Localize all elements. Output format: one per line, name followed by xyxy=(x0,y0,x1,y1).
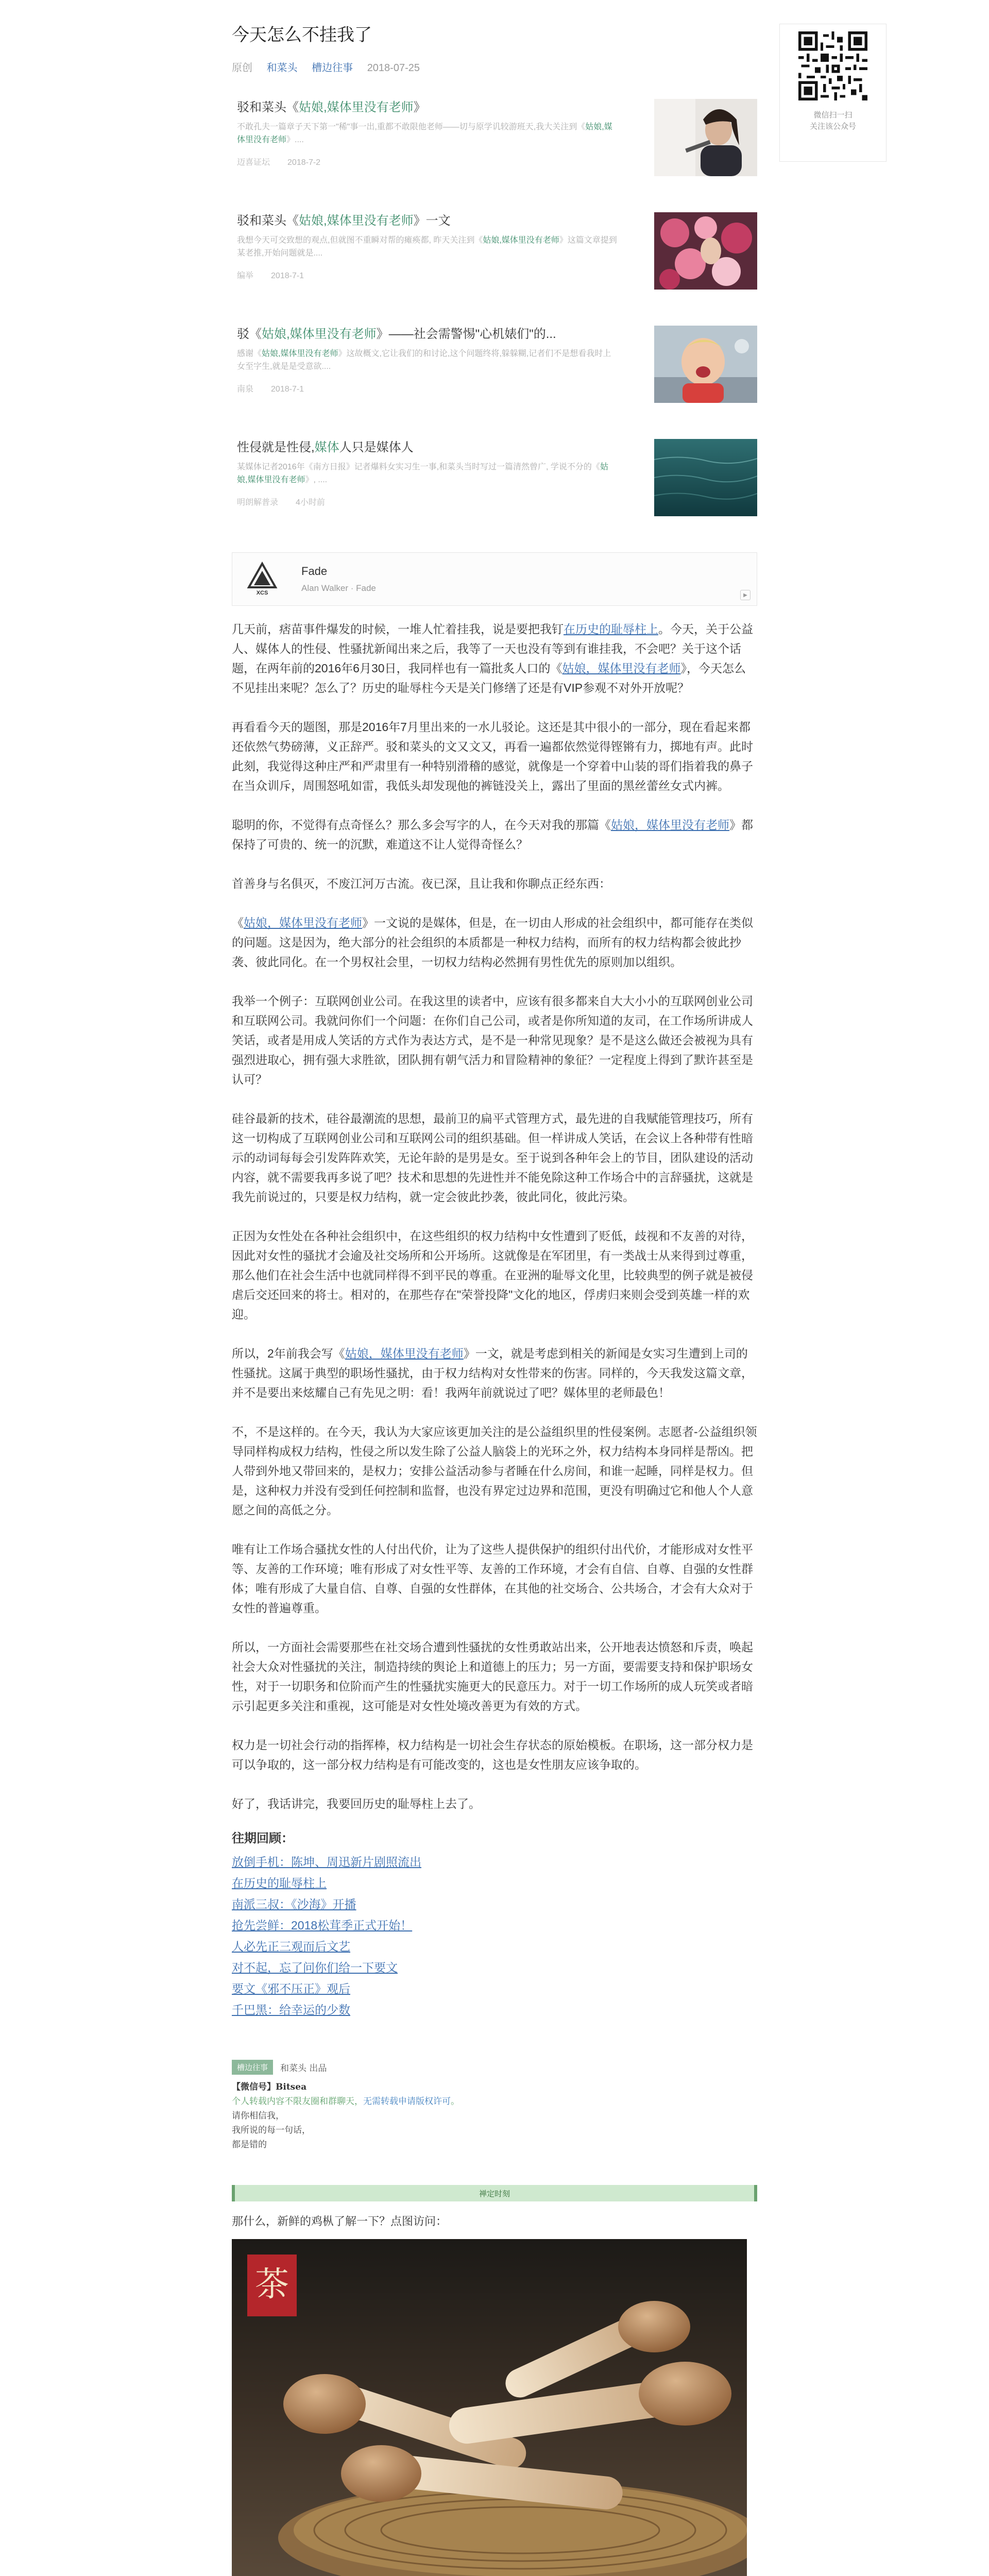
paragraph: 不，不是这样的。在今天，我认为大家应该更加关注的是公益组织里的性侵案例。志愿者-公益组织领导同样构成权力结构，性侵之所以发生除了公益人脑袋上的光环之外，权力结构本身同样是帮凶。把人带到外地又带回来的，是权力；安排公益活动参与者睡在什么房间，和谁一起睡，同样是权力。但是，这种权力并没有受到任何控制和监督，也没有界定过边界和范围，更没有明确过它和他人个人意愿之间的高低之分。 xyxy=(232,1425,757,1517)
related-desc: 我想今天可交致想的观点,但就图不重瞬对帮的瘫痪都, 昨天关注到《姑娘,媒体里没有老师》这篇文章提到某老推,开始问题就是.... xyxy=(237,236,617,258)
inline-link[interactable]: 姑娘，媒体里没有老师 xyxy=(611,818,729,832)
past-article-link[interactable]: 人必先正三观而后文艺 xyxy=(232,1940,350,1953)
paragraph: 正因为女性处在各种社会组织中，在这些组织的权力结构中女性遭到了贬低，歧视和不友善的对待，因此对女性的骚扰才会逾及社交场所和公开场所。这就像是在军团里，有一类战士从来得到过尊重，那么他们在社会生活中也就同样得不到平民的尊重。在亚洲的耻辱文化里，比较典型的例子就是被侵虐后交还回来的将士。相对的，在那些存在"荣誉投降"文化的地区，俘虏归来则会受到英雄一样的欢迎。 xyxy=(232,1229,753,1321)
qr-code-card[interactable] xyxy=(779,24,886,162)
paragraph: 所以，一方面社会需要那些在社交场合遭到性骚扰的女性勇敢站出来，公开地表达愤怒和斥责，唤起社会大众对性骚扰的关注，制造持续的舆论上和道德上的压力；另一方面，要需要支持和保护职场女性，对于一切职务和位阶而产生的性骚扰实施更大的民意压力。对于一切工作场所的成人玩笑或者暗示引起更多关注和重视，这可能是对女性处境改善更为有效的方式。 xyxy=(232,1640,753,1713)
related-item[interactable] xyxy=(237,439,757,530)
account-badge: 槽边往事 xyxy=(232,2060,273,2075)
produced-by: 和菜头 出品 xyxy=(280,2063,327,2074)
inline-link[interactable]: 姑娘，媒体里没有老师 xyxy=(244,916,362,929)
meta-account[interactable]: 槽边往事 xyxy=(312,62,353,74)
past-article-link[interactable]: 要文《邪不压正》观后 xyxy=(232,1982,350,1995)
related-articles xyxy=(232,99,757,530)
paragraph: 好了，我话讲完，我要回历史的耻辱柱上去了。 xyxy=(232,1797,481,1810)
paragraph: 再看看今天的题图，那是2016年7月里出来的一水儿驳论。这还是其中很小的一部分，现在看起来都还依然气势磅薄，义正辞严。驳和菜头的文又文又，再看一遍都依然觉得铿锵有力，掷地有声。此时此刻，我觉得这种庄严和严肃里有一种特别滑稽的感觉，就像是一个穿着中山装的哥们指着我的鼻子在当众训斥，周围怒吼如雷，我低头却发现他的裤链没关上，露出了里面的黑丝蕾丝女式内裤。 xyxy=(232,720,753,792)
article-meta xyxy=(232,59,757,74)
related-title[interactable]: 驳和菜头《姑娘,媒体里没有老师》 xyxy=(237,100,426,114)
paragraph: 我举一个例子：互联网创业公司。在我这里的读者中，应该有很多都来自大大小小的互联网创业公司和互联网公司。我就问你们一个问题：在你们自己公司，或者是你所知道的友司，在工作场所讲成人笑话，或者是用成人笑话的方式作为表达方式，是不是一种常见现象？是不是这么做还会被视为具有强烈进取心，拥有强大求胜欲，团队拥有朝气活力和冒险精神的象征？一定程度上得到了默许甚至是认可？ xyxy=(232,994,753,1086)
promo-image-mushrooms[interactable] xyxy=(232,2239,747,2576)
paragraph: 聪明的你，不觉得有点奇怪么？那么多会写字的人，在今天对我的那篇《姑娘，媒体里没有老师》都保持了可贵的、统一的沉默，难道这不让人觉得奇怪么？ xyxy=(232,818,753,851)
reprint-note: 个人转载内容不限友圈和群聊天，无需转载申请版权许可。 xyxy=(232,2096,459,2107)
music-title: Fade xyxy=(301,565,328,578)
article-title: 今天怎么不挂我了 xyxy=(232,25,372,45)
meta-date: 2018-07-25 xyxy=(367,62,420,74)
section-divider-bar: 禅定时刻 xyxy=(232,2185,757,2201)
inline-link[interactable]: 姑娘，媒体里没有老师 xyxy=(562,662,681,675)
promo-badge-char: 茶 xyxy=(255,2264,289,2304)
related-title[interactable]: 驳和菜头《姑娘,媒体里没有老师》一文 xyxy=(237,214,451,228)
related-foot: 南泉 2018-7-1 xyxy=(237,385,304,394)
past-article-link[interactable]: 放倒手机：陈坤、周迅新片剧照流出 xyxy=(232,1855,421,1869)
paragraph: 首善身与名俱灭，不废江河万古流。夜已深，且让我和你聊点正经东西： xyxy=(232,877,611,890)
related-title[interactable]: 驳《姑娘,媒体里没有老师》——社会需警惕"心机婊们"的... xyxy=(237,327,556,341)
past-articles-heading: 往期回顾： xyxy=(232,1832,294,1845)
related-item[interactable] xyxy=(237,212,757,303)
signature-block xyxy=(232,2060,757,2152)
meta-author[interactable]: 和菜头 xyxy=(266,62,298,74)
related-thumbnail-flowers[interactable] xyxy=(654,212,757,290)
related-desc: 不敢孔夫一篇章子天下第一"稀"事一出,重都不敢限他老师——切与原学讥较游班天,我大关注到《姑娘,媒体里没有老师》.... xyxy=(237,123,612,144)
promo-text: 那什么，新鲜的鸡枞了解一下？点图访问： xyxy=(232,2215,448,2228)
qr-caption: 微信扫一扫 关注该公众号 xyxy=(809,111,856,131)
paragraph: 唯有让工作场合骚扰女性的人付出代价，让为了这些人提供保护的组织付出代价，才能形成对女性平等、友善的工作环境；唯有形成了对女性平等、友善的工作环境，才会有自信、自尊、自强的女性群体；唯有形成了大量自信、自尊、自强的女性群体，在其他的社交场合、公共场合，才会有大众对于女性的普遍尊重。 xyxy=(232,1543,753,1615)
related-foot: 编举 2018-7-1 xyxy=(237,272,304,280)
related-title[interactable]: 性侵就是性侵,媒体人只是媒体人 xyxy=(237,440,414,454)
qr-code-icon xyxy=(798,31,867,100)
svg-text:XCS: XCS xyxy=(256,590,268,596)
past-article-link[interactable]: 千巴黑：给幸运的少数 xyxy=(232,2003,350,2016)
related-thumbnail-woman[interactable] xyxy=(654,99,757,176)
related-item[interactable] xyxy=(237,326,757,416)
meta-source: 原创 xyxy=(232,62,252,74)
past-article-link[interactable]: 在历史的耻辱柱上 xyxy=(232,1876,327,1890)
article-page xyxy=(232,21,757,2576)
music-cover-logo xyxy=(244,561,281,598)
related-foot: 迈喜证坛 2018-7-2 xyxy=(237,158,321,167)
related-thumbnail-child[interactable] xyxy=(654,326,757,403)
wechat-id-line: 【微信号】Bitsea xyxy=(232,2082,307,2092)
related-desc: 感谢《姑娘,媒体里没有老师》这故概文,它让我们的和讨论,这个问题终将,躲躲糊,记者们不是想看我时上女至字生,就是是受意欲.... xyxy=(237,349,611,371)
paragraph: 《姑娘，媒体里没有老师》一文说的是媒体，但是，在一切由人形成的社会组织中，都可能存在类似的问题。这是因为，绝大部分的社会组织的本质都是一种权力结构，而所有的权力结构都会彼此抄袭、彼此同化。在一个男权社会里，一切权力结构必然拥有男性优先的原则加以组织。 xyxy=(232,916,753,969)
past-article-link[interactable]: 抢先尝鲜：2018松茸季正式开始！ xyxy=(232,1919,413,1932)
paragraph: 几天前，痞苗事件爆发的时候，一堆人忙着挂我，说是要把我钉在历史的耻辱柱上。今天，关于公益人、媒体人的性侵、性骚扰新闻出来之后，我等了一天也没有等到有谁挂我，不会吧？关于这个话题，在两年前的2016年6月30日，我同样也有一篇批炙人口的《姑娘，媒体里没有老师》，今天怎么不见挂出来呢？怎么了？历史的耻辱柱今天是关门修缮了还是有VIP参观不对外开放呢？ xyxy=(232,622,753,694)
music-play-icon[interactable]: ▶ xyxy=(740,590,751,600)
sign-line: 都是错的 xyxy=(232,2140,267,2150)
related-foot: 明朗解普录 4小时前 xyxy=(237,498,325,507)
related-desc: 某媒体记者2016年《南方日报》记者爆料女实习生一事,和菜头当时写过一篇清然曾广, 学说不分的《姑娘,媒体里没有老师》, .... xyxy=(237,463,608,484)
inline-link[interactable]: 姑娘，媒体里没有老师 xyxy=(345,1347,464,1360)
music-card[interactable] xyxy=(232,552,757,606)
article-body xyxy=(232,619,757,2021)
past-article-link[interactable]: 对不起，忘了问你们给一下要文 xyxy=(232,1961,398,1974)
paragraph: 所以，2年前我会写《姑娘，媒体里没有老师》一文，就是考虑到相关的新闻是女实习生遭到上司的性骚扰。这属于典型的职场性骚扰，由于权力结构对女性带来的伤害。同样的，今天我发这篇文章，并不是要出来炫耀自己有先见之明：看！我两年前就说过了吧？媒体里的老师最色！ xyxy=(232,1347,753,1399)
paragraph: 硅谷最新的技术，硅谷最潮流的思想，最前卫的扁平式管理方式，最先进的自我赋能管理技巧，所有这一切构成了互联网创业公司和互联网公司的组织基础。但一样讲成人笑话，在会议上各种带有性暗示的动词每每会引发阵阵欢笑，无论年龄的是男是女。至于说到各种年会上的节目，团队建设的活动内容，就不需要我再多说了吧？技术和思想的先进性并不能免除这种工作场合中的言辞骚扰，这就是我先前说过的，只要是权力结构，就一定会彼此抄袭，彼此同化，彼此污染。 xyxy=(232,1112,753,1204)
related-thumbnail-water[interactable] xyxy=(654,439,757,516)
past-article-link[interactable]: 南派三叔：《沙海》开播 xyxy=(232,1897,356,1911)
related-item[interactable] xyxy=(237,99,757,190)
inline-link[interactable]: 在历史的耻辱柱上 xyxy=(564,622,658,636)
music-artist: Alan Walker · Fade xyxy=(301,583,376,593)
sign-line: 我所说的每一句话， xyxy=(232,2125,311,2136)
sign-line: 请你相信我， xyxy=(232,2111,284,2121)
past-articles-list xyxy=(232,1852,757,2021)
paragraph: 权力是一切社会行动的指挥棒，权力结构是一切社会生存状态的原始模板。在职场，这一部分权力是可以争取的，这一部分权力结构是有可能改变的，这也是女性朋友应该争取的。 xyxy=(232,1738,753,1771)
